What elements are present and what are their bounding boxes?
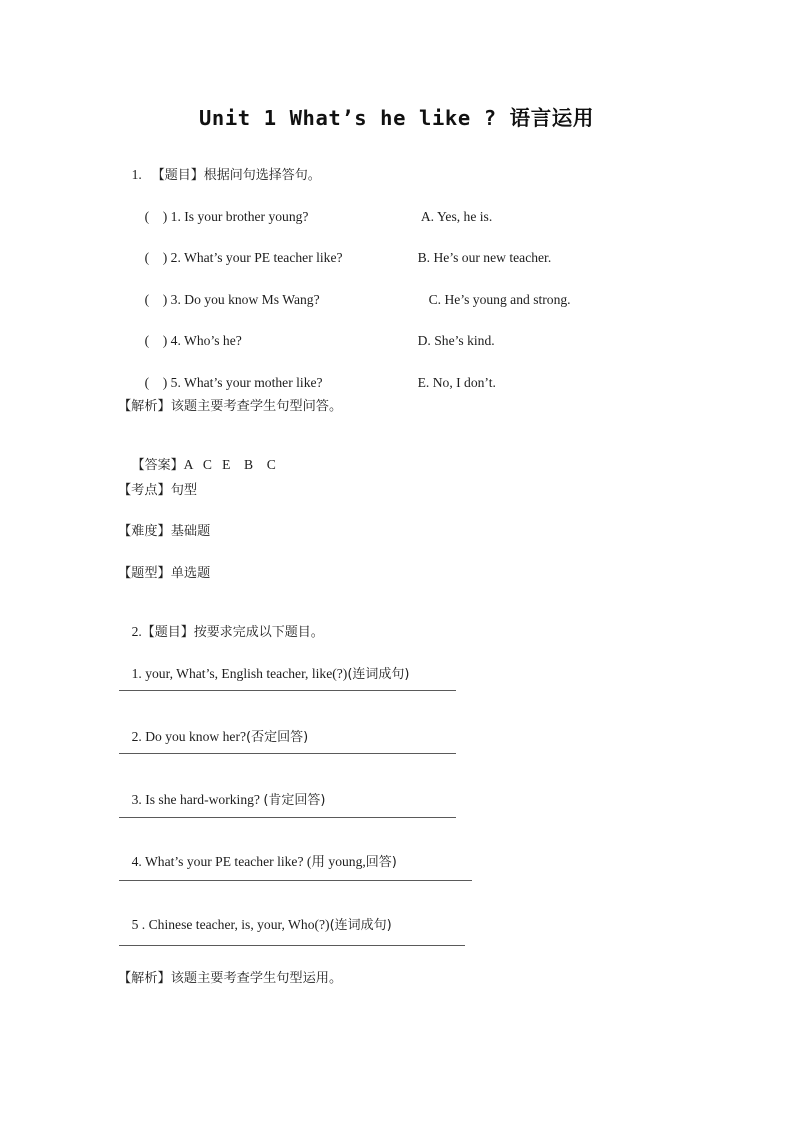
section1-answer-label: 【答案】: [131, 458, 184, 473]
section2-item-2-english: Do you know her?: [145, 729, 247, 744]
match-option-d-letter: D.: [417, 333, 431, 348]
match-item-2-question: What’s your PE teacher like?: [184, 250, 343, 265]
section2-item-4-english: What’s your PE teacher like? (用 young,: [144, 854, 366, 869]
match-option-b: [404, 234, 551, 282]
match-option-e-letter: E.: [417, 375, 430, 390]
section2-item-2-number: 2.: [131, 729, 142, 744]
answer-line-2[interactable]: [119, 753, 456, 754]
match-item-3-question: Do you know Ms Wang?: [184, 292, 320, 307]
section2-analysis: 【解析】该题主要考查学生句型运用。: [118, 971, 343, 986]
section1-answer-letters: A C E B C: [183, 457, 276, 472]
section2-item-4-number: 4.: [131, 854, 142, 869]
section2-item-1-number: 1.: [131, 666, 142, 681]
answer-line-4[interactable]: [119, 880, 472, 881]
section2-item-4-chinese: 回答): [365, 855, 397, 870]
match-item-3-bracket[interactable]: ( ): [144, 292, 168, 307]
match-item-4-question: Who’s he?: [184, 333, 242, 348]
section1-analysis: 【解析】该题主要考查学生句型问答。: [118, 399, 343, 414]
match-item-4-number: 4.: [170, 333, 181, 348]
section1-prompt: 【题目】根据问句选择答句。: [151, 168, 321, 183]
answer-line-3[interactable]: [119, 817, 456, 818]
match-item-1-bracket[interactable]: ( ): [144, 209, 168, 224]
section1-knowledge-point: 【考点】句型: [118, 483, 198, 498]
match-item-5-number: 5.: [170, 375, 181, 390]
section2-item-1: [118, 650, 409, 699]
match-option-b-letter: B.: [417, 250, 431, 265]
match-option-b-text: He’s our new teacher.: [433, 250, 552, 265]
match-item-4[interactable]: [131, 317, 242, 365]
section1-difficulty: 【难度】基础题: [118, 524, 211, 539]
match-option-e: [404, 359, 496, 407]
match-item-1-question: Is your brother young?: [184, 209, 309, 224]
match-item-2[interactable]: [131, 234, 343, 282]
section2-item-2: [118, 713, 308, 762]
match-option-e-text: No, I don’t.: [432, 375, 496, 390]
match-item-2-number: 2.: [170, 250, 181, 265]
answer-line-5[interactable]: [119, 945, 465, 946]
section2-item-3-english: Is she hard-working?: [145, 792, 264, 807]
section2-prompt: 【题目】按要求完成以下题目。: [141, 625, 324, 640]
match-item-3-number: 3.: [170, 292, 181, 307]
match-item-1-number: 1.: [170, 209, 181, 224]
section2-item-1-chinese: (连词成句): [347, 667, 410, 682]
section2-number: 2.: [131, 624, 142, 639]
section1-number: 1.: [131, 167, 142, 182]
match-option-c-letter: C.: [428, 292, 442, 307]
match-option-c-text: He’s young and strong.: [444, 292, 571, 307]
answer-line-1[interactable]: [119, 690, 456, 691]
section1-question-type: 【题型】单选题: [118, 566, 211, 581]
section2-item-5-number: 5 .: [131, 917, 146, 932]
section2-item-2-chinese: (否定回答): [246, 730, 309, 745]
section2-item-1-english: your, What’s, English teacher, like(?): [145, 666, 348, 681]
match-item-4-bracket[interactable]: ( ): [144, 333, 168, 348]
section2-item-3-chinese: (肯定回答): [263, 793, 326, 808]
match-option-a-text: Yes, he is.: [436, 209, 493, 224]
match-option-d: [404, 317, 495, 365]
match-item-5-question: What’s your mother like?: [184, 375, 323, 390]
section2-item-5: [118, 901, 392, 950]
match-option-d-text: She’s kind.: [434, 333, 495, 348]
match-item-5-bracket[interactable]: ( ): [144, 375, 168, 390]
match-option-a-letter: A.: [420, 209, 435, 224]
section2-item-3-number: 3.: [131, 792, 142, 807]
section2-item-5-chinese: (连词成句): [329, 918, 392, 933]
match-item-2-bracket[interactable]: ( ): [144, 250, 168, 265]
section2-item-5-english: Chinese teacher, is, your, Who(?): [148, 917, 330, 932]
page-title: Unit 1 What’s he like ? 语言运用: [198, 106, 594, 130]
